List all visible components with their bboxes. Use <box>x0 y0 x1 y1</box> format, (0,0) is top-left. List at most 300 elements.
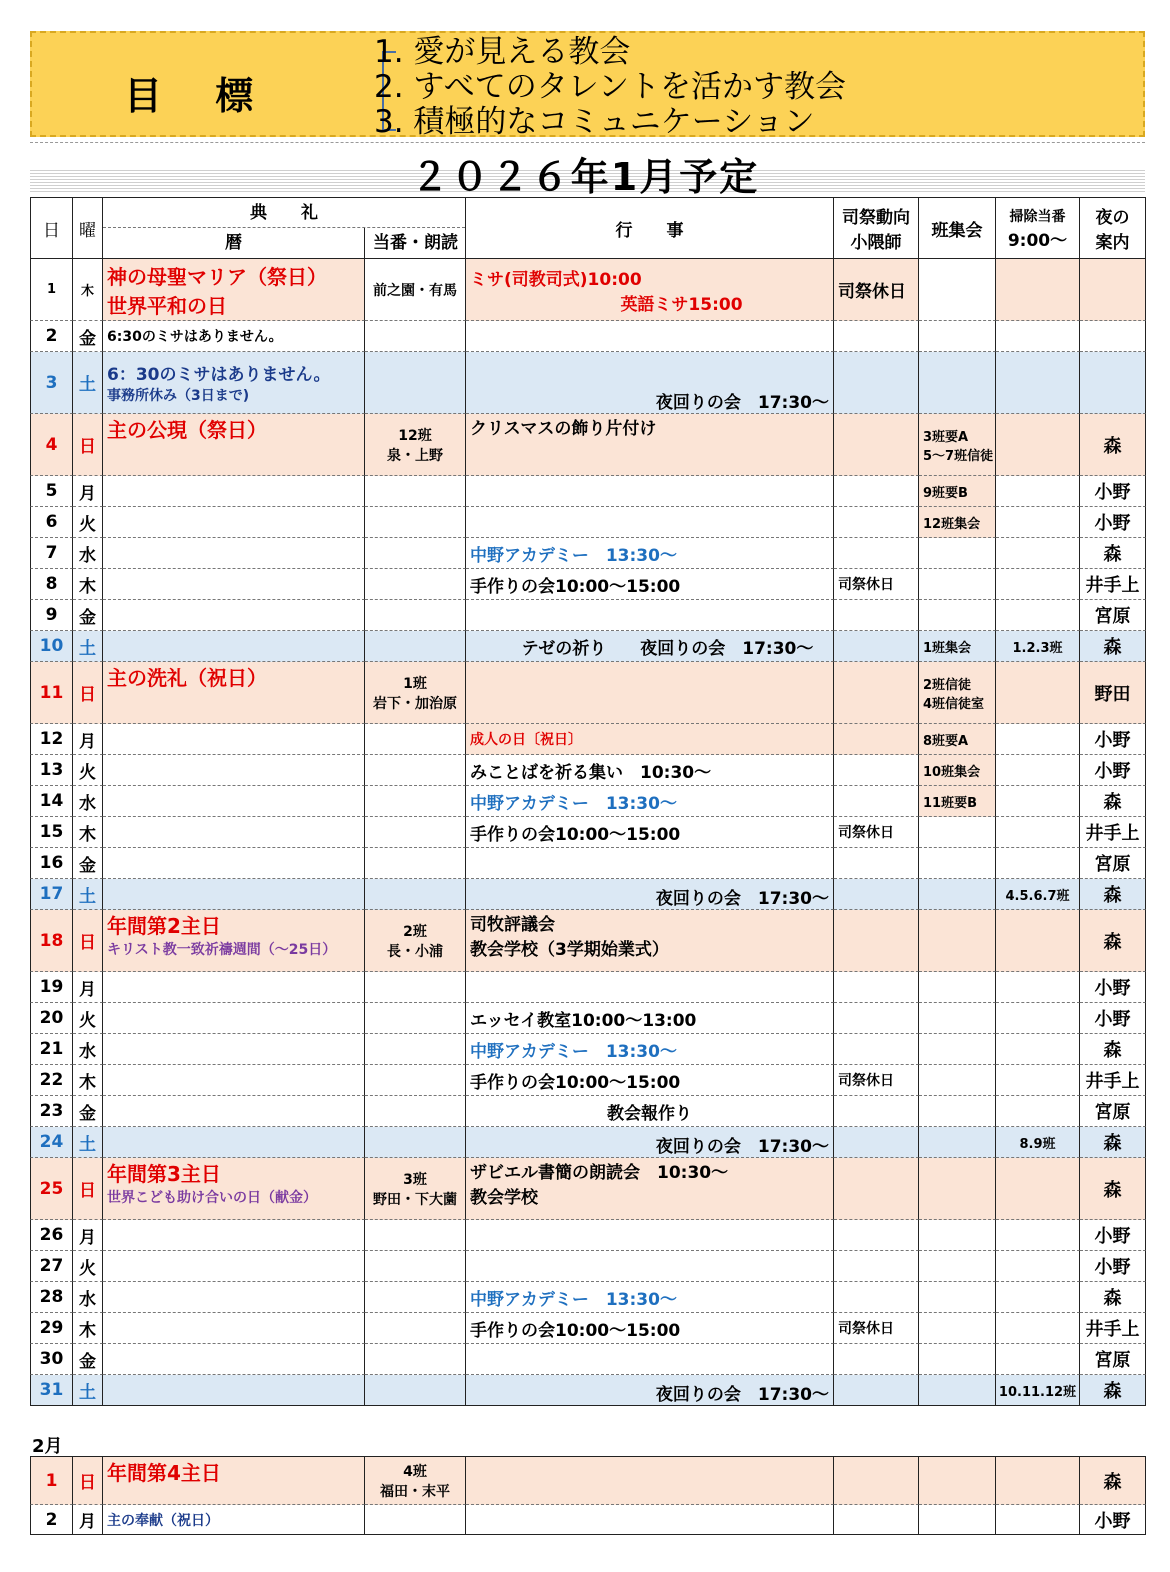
header-cleaning-line2: 9:00～ <box>1007 230 1068 251</box>
night-cell: 森 <box>1080 1034 1146 1065</box>
calendar-cell <box>103 1251 365 1282</box>
weekday: 日 <box>73 1457 103 1505</box>
cleaning-cell <box>996 1313 1080 1344</box>
cleaning-cell <box>996 1505 1080 1535</box>
events-cell <box>466 414 834 476</box>
day-number: 4 <box>30 414 73 476</box>
calendar-cell <box>103 972 365 1003</box>
night-cell: 宮原 <box>1080 1096 1146 1127</box>
calendar-cell-line: 主の公現（祭日） <box>107 418 267 442</box>
calendar-cell <box>103 631 365 662</box>
group-cell <box>919 1096 996 1127</box>
group-cell <box>919 662 996 724</box>
duty-cell-line: 岩下・加治原 <box>373 695 457 712</box>
cleaning-cell <box>996 321 1080 352</box>
header-night <box>1080 198 1146 259</box>
duty-cell-line: 前之園・有馬 <box>373 282 457 299</box>
duty-cell <box>365 1457 466 1505</box>
cleaning-cell <box>996 724 1080 755</box>
events-cell-line: 司牧評議会 <box>470 915 555 935</box>
priest-cell <box>834 1344 919 1375</box>
header-weekday: 曜 <box>73 198 103 259</box>
feb-table <box>30 1456 1146 1535</box>
group-cell <box>919 1375 996 1406</box>
weekday: 月 <box>73 972 103 1003</box>
header-cleaning-line1: 掃除当番 <box>1009 208 1066 225</box>
feb-row <box>30 1457 1146 1505</box>
day-number: 26 <box>30 1220 73 1251</box>
duty-cell <box>365 1158 466 1220</box>
calendar-cell-line: 6：30のミサはありません。 <box>107 365 331 385</box>
day-number: 5 <box>30 476 73 507</box>
table-row <box>30 1127 1146 1158</box>
cleaning-cell <box>996 507 1080 538</box>
page-title: ２０２６年1月予定 <box>410 155 760 199</box>
table-row <box>30 352 1146 414</box>
day-number: 6 <box>30 507 73 538</box>
priest-cell <box>834 1282 919 1313</box>
night-cell: 小野 <box>1080 724 1146 755</box>
table-row <box>30 1158 1146 1220</box>
group-cell <box>919 507 996 538</box>
duty-cell-line: 1班 <box>403 675 427 692</box>
group-cell <box>919 848 996 879</box>
weekday: 水 <box>73 1034 103 1065</box>
calendar-cell <box>103 1375 365 1406</box>
night-cell: 宮原 <box>1080 848 1146 879</box>
cleaning-cell <box>996 414 1080 476</box>
calendar-cell <box>103 1457 365 1505</box>
duty-cell-line: 長・小浦 <box>387 943 443 960</box>
calendar-cell <box>103 321 365 352</box>
events-cell-line: エッセイ教室10:00～13:00 <box>470 1010 697 1031</box>
table-row <box>30 1003 1146 1034</box>
weekday: 火 <box>73 507 103 538</box>
day-number: 10 <box>30 631 73 662</box>
calendar-cell <box>103 1096 365 1127</box>
calendar-cell-line: 主の洗礼（祝日） <box>107 666 267 690</box>
calendar-cell <box>103 1313 365 1344</box>
duty-cell <box>365 476 466 507</box>
day-number: 1 <box>30 1457 73 1505</box>
calendar-cell-line: 年間第4主日 <box>107 1461 221 1485</box>
schedule-table <box>30 197 1146 1406</box>
cleaning-cell <box>996 600 1080 631</box>
calendar-cell <box>103 817 365 848</box>
night-cell: 宮原 <box>1080 600 1146 631</box>
duty-cell <box>365 569 466 600</box>
weekday: 火 <box>73 755 103 786</box>
weekday: 金 <box>73 848 103 879</box>
day-number: 20 <box>30 1003 73 1034</box>
events-cell <box>466 600 834 631</box>
weekday: 金 <box>73 1344 103 1375</box>
events-cell <box>466 879 834 910</box>
table-row <box>30 786 1146 817</box>
events-cell <box>466 507 834 538</box>
events-cell <box>466 1505 834 1535</box>
cleaning-cell <box>996 352 1080 414</box>
night-cell: 小野 <box>1080 1220 1146 1251</box>
cleaning-cell: 4.5.6.7班 <box>996 879 1080 910</box>
events-cell-line: クリスマスの飾り片付け <box>470 419 657 439</box>
weekday: 火 <box>73 1003 103 1034</box>
priest-cell <box>834 786 919 817</box>
table-row <box>30 1344 1146 1375</box>
priest-cell <box>834 1375 919 1406</box>
events-cell-line: 成人の日〔祝日〕 <box>470 732 582 748</box>
priest-cell <box>834 476 919 507</box>
events-cell-line: 中野アカデミー 13:30～ <box>470 545 677 566</box>
events-cell <box>466 817 834 848</box>
weekday: 月 <box>73 1505 103 1535</box>
day-number: 2 <box>30 1505 73 1535</box>
events-cell-line: 教会報作り <box>607 1103 692 1124</box>
events-cell-line: みことばを祈る集い 10:30～ <box>470 762 712 783</box>
events-cell <box>466 259 834 321</box>
events-cell <box>466 569 834 600</box>
priest-cell <box>834 414 919 476</box>
weekday: 金 <box>73 1096 103 1127</box>
night-cell: 小野 <box>1080 507 1146 538</box>
events-cell <box>466 910 834 972</box>
events-cell <box>466 848 834 879</box>
header-cleaning <box>996 198 1080 259</box>
events-cell <box>466 662 834 724</box>
day-number: 29 <box>30 1313 73 1344</box>
duty-cell <box>365 1344 466 1375</box>
events-cell <box>466 1003 834 1034</box>
events-cell-line: 中野アカデミー 13:30～ <box>470 1289 677 1310</box>
night-cell <box>1080 259 1146 321</box>
cleaning-cell <box>996 569 1080 600</box>
table-row <box>30 724 1146 755</box>
events-cell-line: 夜回りの会 17:30～ <box>655 1137 829 1157</box>
group-cell <box>919 476 996 507</box>
night-cell: 井手上 <box>1080 569 1146 600</box>
day-number: 18 <box>30 910 73 972</box>
group-cell <box>919 1220 996 1251</box>
duty-cell <box>365 848 466 879</box>
priest-cell <box>834 848 919 879</box>
group-cell <box>919 817 996 848</box>
calendar-cell-line: 主の奉献（祝日） <box>107 1512 219 1529</box>
table-row <box>30 1313 1146 1344</box>
events-cell-line: ミサ(司教司式)10:00 <box>470 269 642 290</box>
table-row <box>30 1282 1146 1313</box>
calendar-cell <box>103 1034 365 1065</box>
table-row <box>30 1220 1146 1251</box>
weekday: 木 <box>73 259 103 321</box>
weekday: 火 <box>73 1251 103 1282</box>
events-cell <box>466 1220 834 1251</box>
events-cell <box>466 1096 834 1127</box>
priest-cell <box>834 879 919 910</box>
events-cell <box>466 538 834 569</box>
duty-cell <box>365 1282 466 1313</box>
feb-body <box>30 1457 1146 1535</box>
weekday: 木 <box>73 817 103 848</box>
table-row <box>30 1251 1146 1282</box>
night-cell: 森 <box>1080 1457 1146 1505</box>
day-number: 9 <box>30 600 73 631</box>
goals-panel <box>30 31 1145 140</box>
calendar-cell <box>103 352 365 414</box>
group-cell-line: 5～7班信徒 <box>923 448 994 464</box>
night-cell: 小野 <box>1080 476 1146 507</box>
group-cell <box>919 1065 996 1096</box>
cleaning-cell <box>996 538 1080 569</box>
day-number: 16 <box>30 848 73 879</box>
duty-cell <box>365 1251 466 1282</box>
priest-cell <box>834 910 919 972</box>
table-header <box>30 197 1146 259</box>
calendar-cell-line: 事務所休み（3日まで) <box>107 388 250 404</box>
weekday: 土 <box>73 1127 103 1158</box>
day-number: 12 <box>30 724 73 755</box>
events-cell <box>466 755 834 786</box>
events-cell-line: 手作りの会10:00～15:00 <box>470 1072 681 1093</box>
cleaning-cell <box>996 662 1080 724</box>
weekday: 日 <box>73 1158 103 1220</box>
weekday: 金 <box>73 321 103 352</box>
duty-cell <box>365 1034 466 1065</box>
events-cell <box>466 1127 834 1158</box>
priest-cell <box>834 1096 919 1127</box>
calendar-cell <box>103 538 365 569</box>
table-row <box>30 414 1146 476</box>
calendar-cell <box>103 662 365 724</box>
night-cell <box>1080 321 1146 352</box>
cleaning-cell: 10.11.12班 <box>996 1375 1080 1406</box>
night-cell: 森 <box>1080 879 1146 910</box>
group-cell-line: 3班要A <box>923 429 969 445</box>
events-cell <box>466 972 834 1003</box>
events-cell-line: 手作りの会10:00～15:00 <box>470 1320 681 1341</box>
header-day: 日 <box>30 198 73 259</box>
table-row <box>30 848 1146 879</box>
calendar-cell <box>103 848 365 879</box>
table-body <box>30 259 1146 1406</box>
cleaning-cell <box>996 972 1080 1003</box>
events-cell-line: テゼの祈り 夜回りの会 17:30～ <box>521 638 814 659</box>
cleaning-cell <box>996 1158 1080 1220</box>
cleaning-cell <box>996 1344 1080 1375</box>
events-cell <box>466 1251 834 1282</box>
calendar-cell <box>103 910 365 972</box>
night-cell: 小野 <box>1080 755 1146 786</box>
duty-cell <box>365 1505 466 1535</box>
header-duty: 当番・朗読 <box>373 233 458 253</box>
group-cell <box>919 755 996 786</box>
night-cell: 小野 <box>1080 1251 1146 1282</box>
calendar-cell <box>103 755 365 786</box>
night-cell: 森 <box>1080 1282 1146 1313</box>
group-cell <box>919 879 996 910</box>
events-cell-line: 手作りの会10:00～15:00 <box>470 824 681 845</box>
day-number: 22 <box>30 1065 73 1096</box>
goal-item: 1. 愛が見える教会 <box>374 34 631 70</box>
duty-cell <box>365 1313 466 1344</box>
night-cell: 井手上 <box>1080 817 1146 848</box>
priest-cell <box>834 1220 919 1251</box>
day-number: 28 <box>30 1282 73 1313</box>
group-cell-line: 11班要B <box>923 795 977 811</box>
events-cell <box>466 1344 834 1375</box>
priest-cell <box>834 724 919 755</box>
events-cell <box>466 1065 834 1096</box>
header-calendar: 暦 <box>103 228 365 258</box>
group-cell <box>919 600 996 631</box>
events-cell <box>466 476 834 507</box>
night-cell: 森 <box>1080 1127 1146 1158</box>
table-row <box>30 817 1146 848</box>
cleaning-cell <box>996 1034 1080 1065</box>
table-row <box>30 476 1146 507</box>
table-row <box>30 755 1146 786</box>
table-row <box>30 569 1146 600</box>
cleaning-cell <box>996 1457 1080 1505</box>
table-row <box>30 972 1146 1003</box>
feb-label: 2月 <box>32 1436 63 1457</box>
duty-cell <box>365 631 466 662</box>
duty-cell-line: 12班 <box>398 427 432 444</box>
night-cell: 小野 <box>1080 972 1146 1003</box>
weekday: 水 <box>73 538 103 569</box>
events-cell-line: 教会学校（3学期始業式） <box>470 940 669 960</box>
day-number: 31 <box>30 1375 73 1406</box>
duty-cell <box>365 321 466 352</box>
table-row <box>30 1096 1146 1127</box>
weekday: 日 <box>73 414 103 476</box>
header-priest-line2: 小隈師 <box>850 233 902 253</box>
header-group: 班集会 <box>919 198 996 259</box>
priest-cell <box>834 600 919 631</box>
events-cell <box>466 1457 834 1505</box>
header-priest <box>834 198 919 259</box>
weekday: 木 <box>73 569 103 600</box>
group-cell <box>919 1313 996 1344</box>
group-cell <box>919 1457 996 1505</box>
day-number: 24 <box>30 1127 73 1158</box>
duty-cell <box>365 1220 466 1251</box>
day-number: 13 <box>30 755 73 786</box>
calendar-cell-line: 年間第2主日 <box>107 914 221 938</box>
duty-cell <box>365 972 466 1003</box>
day-number: 21 <box>30 1034 73 1065</box>
day-number: 17 <box>30 879 73 910</box>
duty-cell <box>365 1065 466 1096</box>
duty-cell <box>365 1096 466 1127</box>
group-cell <box>919 352 996 414</box>
duty-cell <box>365 817 466 848</box>
calendar-cell <box>103 724 365 755</box>
table-row <box>30 1034 1146 1065</box>
group-cell <box>919 631 996 662</box>
goal-item: 2. すべてのタレントを活かす教会 <box>374 69 847 105</box>
table-row <box>30 507 1146 538</box>
duty-cell <box>365 600 466 631</box>
events-cell <box>466 321 834 352</box>
group-cell <box>919 414 996 476</box>
header-liturgy <box>103 198 466 259</box>
table-row <box>30 631 1146 662</box>
cleaning-cell <box>996 1282 1080 1313</box>
priest-cell: 司祭休日 <box>834 1313 919 1344</box>
events-cell-line: 教会学校 <box>470 1188 538 1208</box>
cleaning-cell <box>996 1065 1080 1096</box>
calendar-cell-line: 神の母聖マリア（祭日） <box>107 264 327 289</box>
group-cell <box>919 538 996 569</box>
calendar-cell <box>103 1127 365 1158</box>
cleaning-cell <box>996 910 1080 972</box>
table-row <box>30 662 1146 724</box>
calendar-cell <box>103 879 365 910</box>
day-number: 1 <box>30 259 73 321</box>
events-cell <box>466 1282 834 1313</box>
night-cell <box>1080 352 1146 414</box>
group-cell <box>919 1158 996 1220</box>
group-cell <box>919 321 996 352</box>
cleaning-cell <box>996 1251 1080 1282</box>
calendar-cell <box>103 507 365 538</box>
night-cell: 森 <box>1080 910 1146 972</box>
group-cell <box>919 569 996 600</box>
weekday: 土 <box>73 1375 103 1406</box>
cleaning-cell <box>996 848 1080 879</box>
day-number: 8 <box>30 569 73 600</box>
night-cell: 森 <box>1080 1375 1146 1406</box>
group-cell <box>919 1127 996 1158</box>
events-cell <box>466 352 834 414</box>
weekday: 日 <box>73 910 103 972</box>
weekday: 木 <box>73 1065 103 1096</box>
cleaning-cell <box>996 817 1080 848</box>
day-number: 30 <box>30 1344 73 1375</box>
group-cell <box>919 1003 996 1034</box>
duty-cell-line: 4班 <box>403 1463 427 1480</box>
header-events: 行 事 <box>466 198 834 259</box>
weekday: 土 <box>73 631 103 662</box>
group-cell <box>919 1282 996 1313</box>
day-number: 2 <box>30 321 73 352</box>
duty-cell <box>365 755 466 786</box>
goals-label: 目 標 <box>124 74 274 118</box>
calendar-cell-line: 世界平和の日 <box>107 293 227 318</box>
calendar-cell-line: 世界こども助け合いの日（献金） <box>107 1190 317 1206</box>
calendar-cell <box>103 1065 365 1096</box>
events-cell-line: 手作りの会10:00～15:00 <box>470 576 681 597</box>
group-cell-line: 10班集会 <box>923 764 981 780</box>
weekday: 月 <box>73 724 103 755</box>
weekday: 月 <box>73 1220 103 1251</box>
table-row <box>30 910 1146 972</box>
priest-cell <box>834 352 919 414</box>
night-cell: 森 <box>1080 1158 1146 1220</box>
priest-cell <box>834 1457 919 1505</box>
table-row <box>30 259 1146 321</box>
priest-cell <box>834 321 919 352</box>
night-cell: 宮原 <box>1080 1344 1146 1375</box>
table-row <box>30 879 1146 910</box>
events-cell-line: 夜回りの会 17:30～ <box>655 889 829 909</box>
calendar-cell <box>103 1003 365 1034</box>
calendar-cell <box>103 414 365 476</box>
cleaning-cell <box>996 1096 1080 1127</box>
group-cell <box>919 910 996 972</box>
events-cell <box>466 786 834 817</box>
priest-cell: 司祭休日 <box>834 569 919 600</box>
